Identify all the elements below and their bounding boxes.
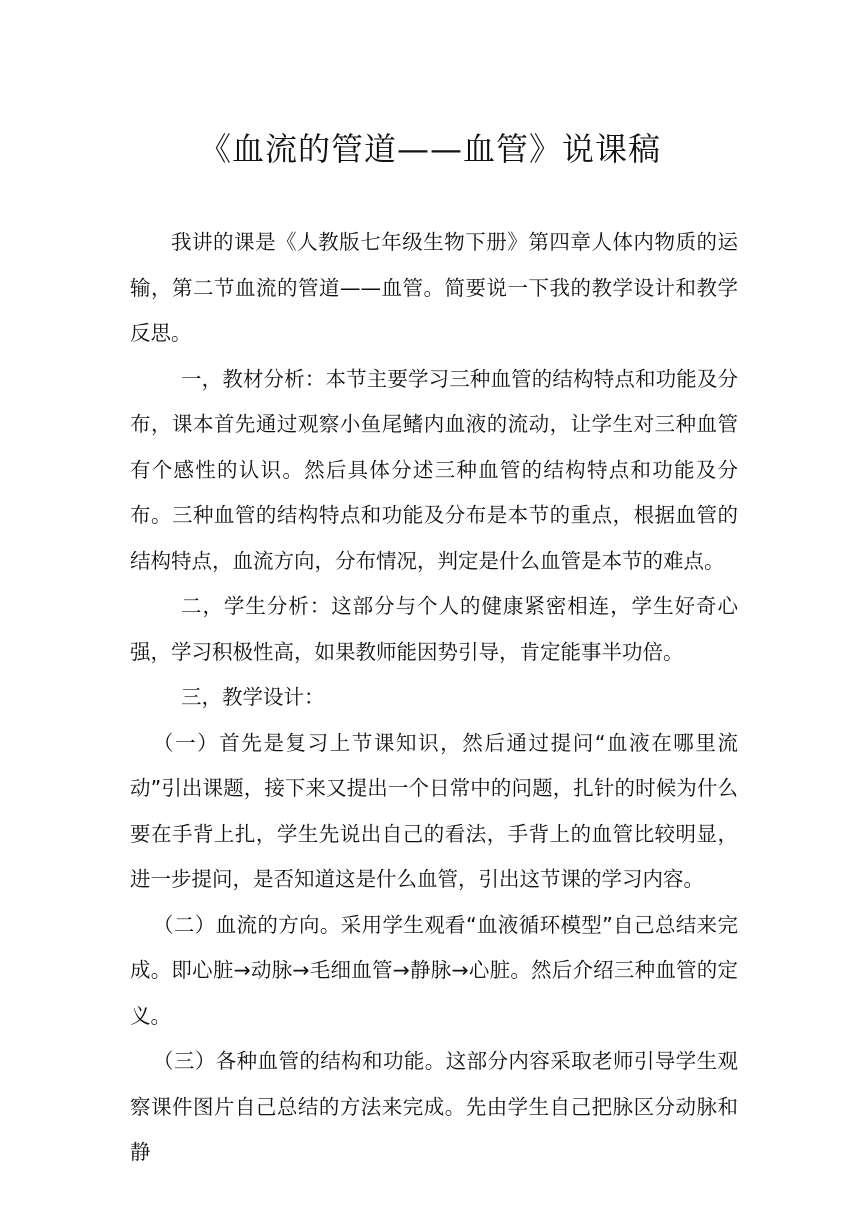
document-title: 《血流的管道——血管》说课稿 — [198, 130, 661, 168]
paragraph-design-part-1: （一）首先是复习上节课知识，然后通过提问“血液在哪里流动”引出课题，接下来又提出一个日常中的问题，扎针的时候为什么要在手背上扎，学生先说出自己的看法，手背上的血管比较明显，进一步提问，是否知道这是什么血管，引出这节课的学习内容。 — [130, 730, 738, 891]
paragraph-design-part-3: （三）各种血管的结构和功能。这部分内容采取老师引导学生观察课件图片自己总结的方法来完成。先由学生自己把脉区分动脉和静 — [130, 1049, 738, 1164]
paragraph-teaching-design-heading: 三，教学设计： — [181, 685, 325, 709]
paragraph-design-part-2: （二）血流的方向。采用学生观看“血液循环模型”自己总结来完成。即心脏→动脉→毛细血管→静脉→心脏。然后介绍三种血管的定义。 — [130, 912, 738, 1028]
paragraph-textbook-analysis: 一，教材分析：本节主要学习三种血管的结构特点和功能及分布，课本首先通过观察小鱼尾鳍内血液的流动，让学生对三种血管有个感性的认识。然后具体分述三种血管的结构特点和功能及分布。三种血管的结构特点和功能及分布是本节的重点，根据血管的结构特点，血流方向，分布情况，判定是什么血管是本节的难点。 — [130, 366, 738, 573]
document-body — [130, 220, 738, 1176]
paragraph-student-analysis: 二，学生分析：这部分与个人的健康紧密相连，学生好奇心强，学习积极性高，如果教师能因势引导，肯定能事半功倍。 — [130, 594, 738, 664]
paragraph-intro: 我讲的课是《人教版七年级生物下册》第四章人体内物质的运输，第二节血流的管道——血管。简要说一下我的教学设计和教学反思。 — [130, 230, 738, 345]
